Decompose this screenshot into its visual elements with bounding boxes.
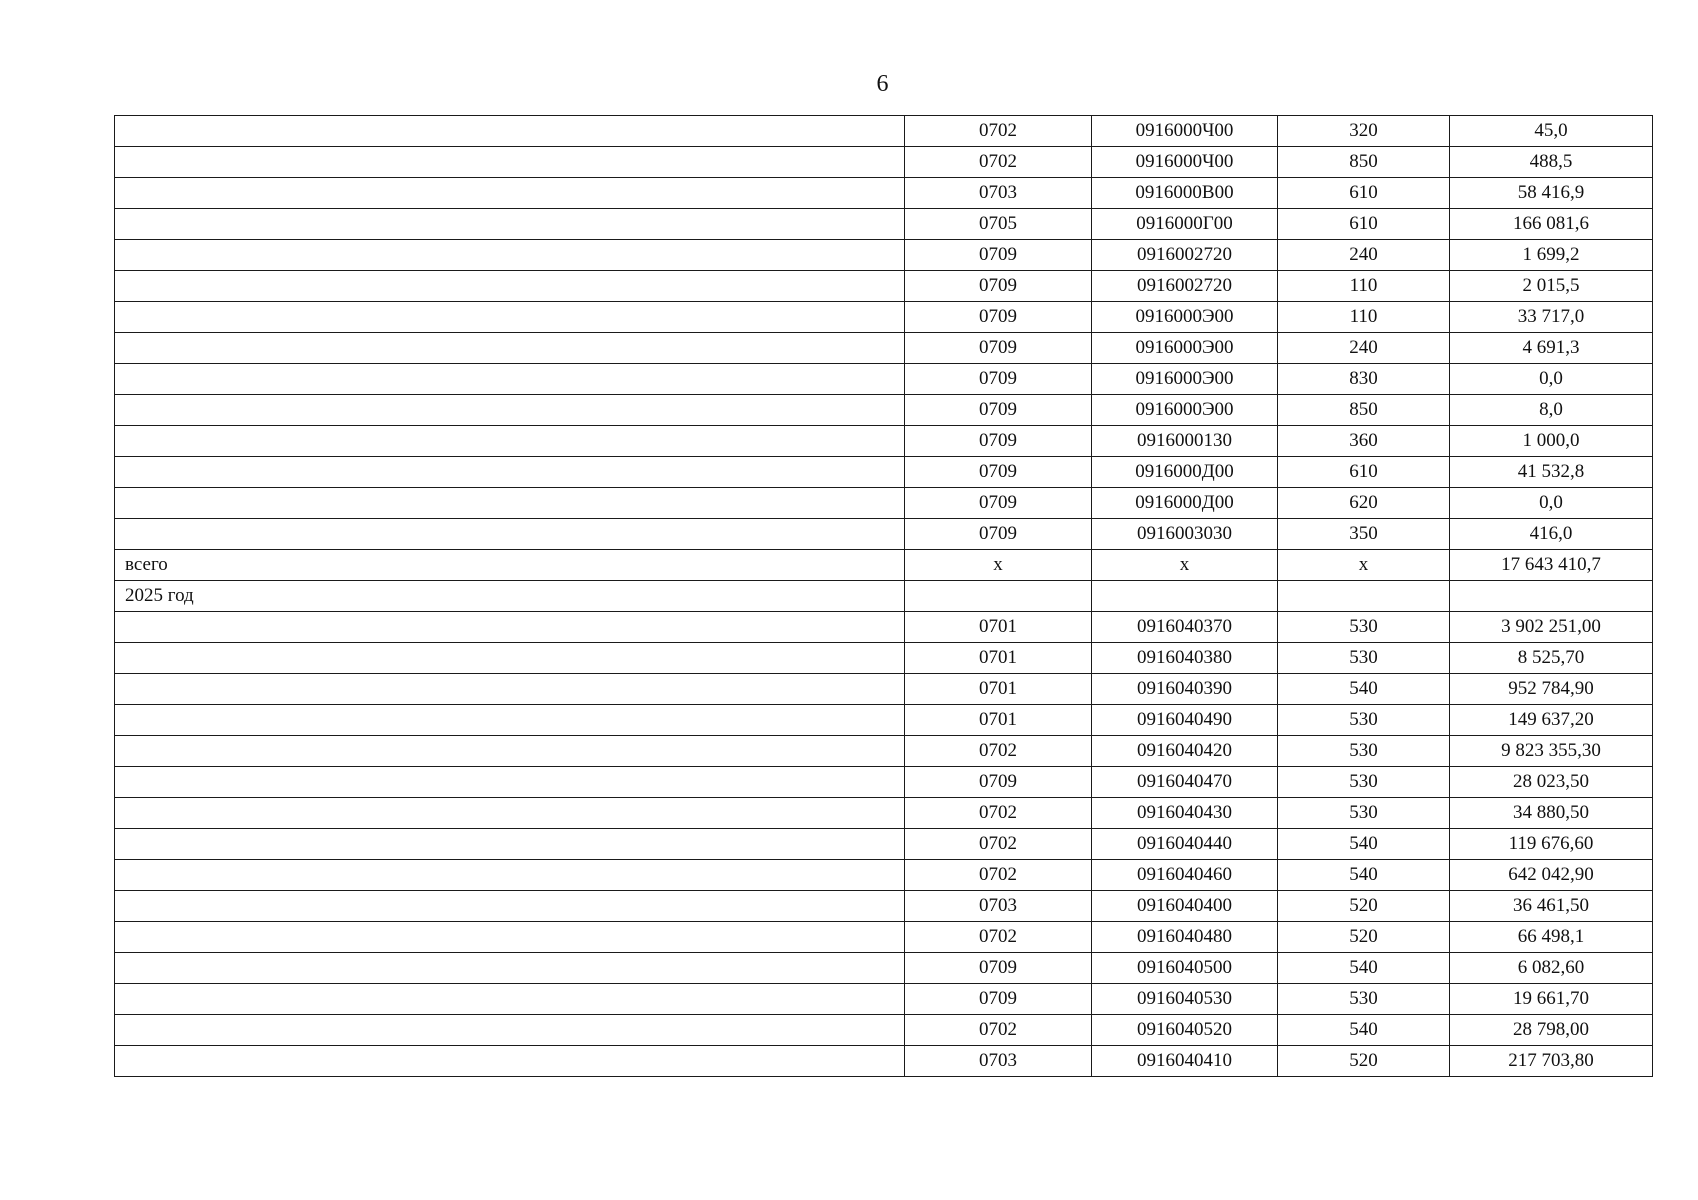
table-row xyxy=(115,860,1653,891)
row-expense-type-cell: 520 xyxy=(1278,922,1450,953)
row-expense-type-cell: 530 xyxy=(1278,798,1450,829)
row-name-cell xyxy=(115,674,905,705)
table-row xyxy=(115,953,1653,984)
row-name-cell xyxy=(115,364,905,395)
table-row xyxy=(115,147,1653,178)
row-name-cell xyxy=(115,798,905,829)
row-name-cell xyxy=(115,612,905,643)
row-section-cell: 0702 xyxy=(905,116,1092,147)
table-row xyxy=(115,798,1653,829)
row-name-cell xyxy=(115,519,905,550)
row-target-article-cell: 0916003030 xyxy=(1092,519,1278,550)
row-amount-cell: 6 082,60 xyxy=(1450,953,1653,984)
row-target-article-cell: 0916000130 xyxy=(1092,426,1278,457)
row-section-cell: 0709 xyxy=(905,271,1092,302)
row-expense-type-cell: 850 xyxy=(1278,147,1450,178)
row-section-cell: 0709 xyxy=(905,457,1092,488)
row-section-cell: 0709 xyxy=(905,488,1092,519)
row-name-cell xyxy=(115,457,905,488)
table-row xyxy=(115,271,1653,302)
row-name-cell xyxy=(115,643,905,674)
row-name-cell xyxy=(115,240,905,271)
table-row xyxy=(115,302,1653,333)
row-amount-cell: 17 643 410,7 xyxy=(1450,550,1653,581)
row-name-cell xyxy=(115,333,905,364)
table-row xyxy=(115,891,1653,922)
table-row xyxy=(115,519,1653,550)
row-section-cell: х xyxy=(905,550,1092,581)
row-name-cell xyxy=(115,178,905,209)
row-amount-cell: 217 703,80 xyxy=(1450,1046,1653,1077)
row-section-cell: 0702 xyxy=(905,829,1092,860)
row-target-article-cell: 0916040470 xyxy=(1092,767,1278,798)
row-expense-type-cell: 110 xyxy=(1278,302,1450,333)
row-name-cell xyxy=(115,705,905,736)
row-target-article-cell: 0916000Д00 xyxy=(1092,457,1278,488)
table-row xyxy=(115,364,1653,395)
row-name-cell xyxy=(115,116,905,147)
row-section-cell: 0709 xyxy=(905,984,1092,1015)
row-expense-type-cell: 610 xyxy=(1278,209,1450,240)
row-section-cell: 0701 xyxy=(905,674,1092,705)
row-name-cell xyxy=(115,1046,905,1077)
row-expense-type-cell: 240 xyxy=(1278,240,1450,271)
row-section-cell xyxy=(905,581,1092,612)
row-expense-type-cell: 540 xyxy=(1278,860,1450,891)
row-expense-type-cell: 530 xyxy=(1278,736,1450,767)
row-amount-cell: 28 023,50 xyxy=(1450,767,1653,798)
row-amount-cell: 8,0 xyxy=(1450,395,1653,426)
row-target-article-cell: 0916040410 xyxy=(1092,1046,1278,1077)
row-amount-cell: 9 823 355,30 xyxy=(1450,736,1653,767)
row-expense-type-cell: 530 xyxy=(1278,643,1450,674)
row-section-cell: 0709 xyxy=(905,953,1092,984)
row-target-article-cell: 0916040400 xyxy=(1092,891,1278,922)
row-section-cell: 0705 xyxy=(905,209,1092,240)
row-target-article-cell: 0916040520 xyxy=(1092,1015,1278,1046)
row-expense-type-cell: 530 xyxy=(1278,705,1450,736)
row-target-article-cell: 0916040370 xyxy=(1092,612,1278,643)
row-section-cell: 0709 xyxy=(905,426,1092,457)
row-name-cell xyxy=(115,767,905,798)
row-section-cell: 0702 xyxy=(905,1015,1092,1046)
row-name-cell xyxy=(115,302,905,333)
row-name-cell xyxy=(115,147,905,178)
row-section-cell: 0702 xyxy=(905,736,1092,767)
row-name-cell xyxy=(115,891,905,922)
row-section-cell: 0709 xyxy=(905,240,1092,271)
table-row xyxy=(115,209,1653,240)
row-name-cell xyxy=(115,736,905,767)
row-target-article-cell: 0916002720 xyxy=(1092,240,1278,271)
row-target-article-cell: 0916002720 xyxy=(1092,271,1278,302)
row-amount-cell: 119 676,60 xyxy=(1450,829,1653,860)
row-section-cell: 0709 xyxy=(905,767,1092,798)
table-row xyxy=(115,240,1653,271)
row-expense-type-cell: 620 xyxy=(1278,488,1450,519)
row-expense-type-cell xyxy=(1278,581,1450,612)
row-amount-cell: 488,5 xyxy=(1450,147,1653,178)
row-expense-type-cell: 610 xyxy=(1278,457,1450,488)
row-amount-cell: 34 880,50 xyxy=(1450,798,1653,829)
row-target-article-cell: 0916040480 xyxy=(1092,922,1278,953)
table-row xyxy=(115,116,1653,147)
table-row xyxy=(115,581,1653,612)
table-row xyxy=(115,922,1653,953)
row-amount-cell xyxy=(1450,581,1653,612)
row-name-cell xyxy=(115,860,905,891)
row-amount-cell: 28 798,00 xyxy=(1450,1015,1653,1046)
row-section-cell: 0709 xyxy=(905,333,1092,364)
row-section-cell: 0709 xyxy=(905,364,1092,395)
row-section-cell: 0702 xyxy=(905,147,1092,178)
table-row xyxy=(115,1015,1653,1046)
row-amount-cell: 8 525,70 xyxy=(1450,643,1653,674)
row-amount-cell: 1 699,2 xyxy=(1450,240,1653,271)
row-amount-cell: 952 784,90 xyxy=(1450,674,1653,705)
row-section-cell: 0703 xyxy=(905,178,1092,209)
row-target-article-cell: х xyxy=(1092,550,1278,581)
row-target-article-cell: 0916000Э00 xyxy=(1092,364,1278,395)
row-amount-cell: 416,0 xyxy=(1450,519,1653,550)
row-target-article-cell: 0916000Ч00 xyxy=(1092,116,1278,147)
row-amount-cell: 149 637,20 xyxy=(1450,705,1653,736)
row-amount-cell: 1 000,0 xyxy=(1450,426,1653,457)
row-section-cell: 0702 xyxy=(905,860,1092,891)
row-name-cell: всего xyxy=(115,550,905,581)
row-name-cell xyxy=(115,426,905,457)
row-name-cell xyxy=(115,1015,905,1046)
row-expense-type-cell: 610 xyxy=(1278,178,1450,209)
row-expense-type-cell: 360 xyxy=(1278,426,1450,457)
row-expense-type-cell: 530 xyxy=(1278,612,1450,643)
row-name-cell xyxy=(115,271,905,302)
row-expense-type-cell: 520 xyxy=(1278,1046,1450,1077)
table-row xyxy=(115,643,1653,674)
row-section-cell: 0701 xyxy=(905,705,1092,736)
row-target-article-cell: 0916040500 xyxy=(1092,953,1278,984)
row-target-article-cell: 0916040460 xyxy=(1092,860,1278,891)
row-name-cell xyxy=(115,953,905,984)
row-amount-cell: 0,0 xyxy=(1450,488,1653,519)
page-number: 6 xyxy=(876,71,889,97)
row-expense-type-cell: 350 xyxy=(1278,519,1450,550)
row-target-article-cell: 0916040420 xyxy=(1092,736,1278,767)
row-expense-type-cell: 520 xyxy=(1278,891,1450,922)
table-row xyxy=(115,705,1653,736)
row-expense-type-cell: 540 xyxy=(1278,829,1450,860)
row-target-article-cell: 0916040440 xyxy=(1092,829,1278,860)
row-target-article-cell: 0916000Ч00 xyxy=(1092,147,1278,178)
row-amount-cell: 4 691,3 xyxy=(1450,333,1653,364)
row-name-cell xyxy=(115,488,905,519)
table-row xyxy=(115,426,1653,457)
row-target-article-cell: 0916000В00 xyxy=(1092,178,1278,209)
table-row xyxy=(115,333,1653,364)
row-name-cell: 2025 год xyxy=(115,581,905,612)
row-section-cell: 0701 xyxy=(905,643,1092,674)
row-amount-cell: 41 532,8 xyxy=(1450,457,1653,488)
table-row xyxy=(115,984,1653,1015)
row-target-article-cell: 0916040530 xyxy=(1092,984,1278,1015)
row-amount-cell: 58 416,9 xyxy=(1450,178,1653,209)
row-amount-cell: 45,0 xyxy=(1450,116,1653,147)
row-amount-cell: 642 042,90 xyxy=(1450,860,1653,891)
row-target-article-cell: 0916040490 xyxy=(1092,705,1278,736)
row-target-article-cell: 0916000Д00 xyxy=(1092,488,1278,519)
row-expense-type-cell: 830 xyxy=(1278,364,1450,395)
budget-table xyxy=(114,115,1653,1077)
row-section-cell: 0701 xyxy=(905,612,1092,643)
row-name-cell xyxy=(115,209,905,240)
row-amount-cell: 33 717,0 xyxy=(1450,302,1653,333)
row-amount-cell: 166 081,6 xyxy=(1450,209,1653,240)
row-name-cell xyxy=(115,395,905,426)
row-target-article-cell: 0916000Г00 xyxy=(1092,209,1278,240)
row-amount-cell: 0,0 xyxy=(1450,364,1653,395)
row-expense-type-cell: 540 xyxy=(1278,674,1450,705)
row-section-cell: 0709 xyxy=(905,519,1092,550)
table-row xyxy=(115,457,1653,488)
row-section-cell: 0702 xyxy=(905,922,1092,953)
table-row xyxy=(115,829,1653,860)
budget-table-body xyxy=(115,116,1653,1077)
row-expense-type-cell: х xyxy=(1278,550,1450,581)
row-target-article-cell: 0916040390 xyxy=(1092,674,1278,705)
row-amount-cell: 19 661,70 xyxy=(1450,984,1653,1015)
row-target-article-cell: 0916040380 xyxy=(1092,643,1278,674)
row-name-cell xyxy=(115,984,905,1015)
row-amount-cell: 2 015,5 xyxy=(1450,271,1653,302)
row-section-cell: 0709 xyxy=(905,302,1092,333)
row-expense-type-cell: 530 xyxy=(1278,984,1450,1015)
table-row xyxy=(115,395,1653,426)
table-row xyxy=(115,612,1653,643)
row-expense-type-cell: 540 xyxy=(1278,953,1450,984)
row-name-cell xyxy=(115,922,905,953)
row-expense-type-cell: 240 xyxy=(1278,333,1450,364)
table-row xyxy=(115,1046,1653,1077)
table-row xyxy=(115,767,1653,798)
row-target-article-cell xyxy=(1092,581,1278,612)
row-expense-type-cell: 530 xyxy=(1278,767,1450,798)
row-expense-type-cell: 320 xyxy=(1278,116,1450,147)
table-row xyxy=(115,488,1653,519)
row-amount-cell: 36 461,50 xyxy=(1450,891,1653,922)
row-expense-type-cell: 540 xyxy=(1278,1015,1450,1046)
row-section-cell: 0703 xyxy=(905,891,1092,922)
row-target-article-cell: 0916040430 xyxy=(1092,798,1278,829)
row-section-cell: 0703 xyxy=(905,1046,1092,1077)
row-section-cell: 0702 xyxy=(905,798,1092,829)
table-row xyxy=(115,736,1653,767)
table-row xyxy=(115,550,1653,581)
row-target-article-cell: 0916000Э00 xyxy=(1092,333,1278,364)
row-target-article-cell: 0916000Э00 xyxy=(1092,395,1278,426)
row-expense-type-cell: 850 xyxy=(1278,395,1450,426)
row-name-cell xyxy=(115,829,905,860)
row-expense-type-cell: 110 xyxy=(1278,271,1450,302)
table-row xyxy=(115,674,1653,705)
row-amount-cell: 3 902 251,00 xyxy=(1450,612,1653,643)
row-amount-cell: 66 498,1 xyxy=(1450,922,1653,953)
row-section-cell: 0709 xyxy=(905,395,1092,426)
row-target-article-cell: 0916000Э00 xyxy=(1092,302,1278,333)
table-row xyxy=(115,178,1653,209)
